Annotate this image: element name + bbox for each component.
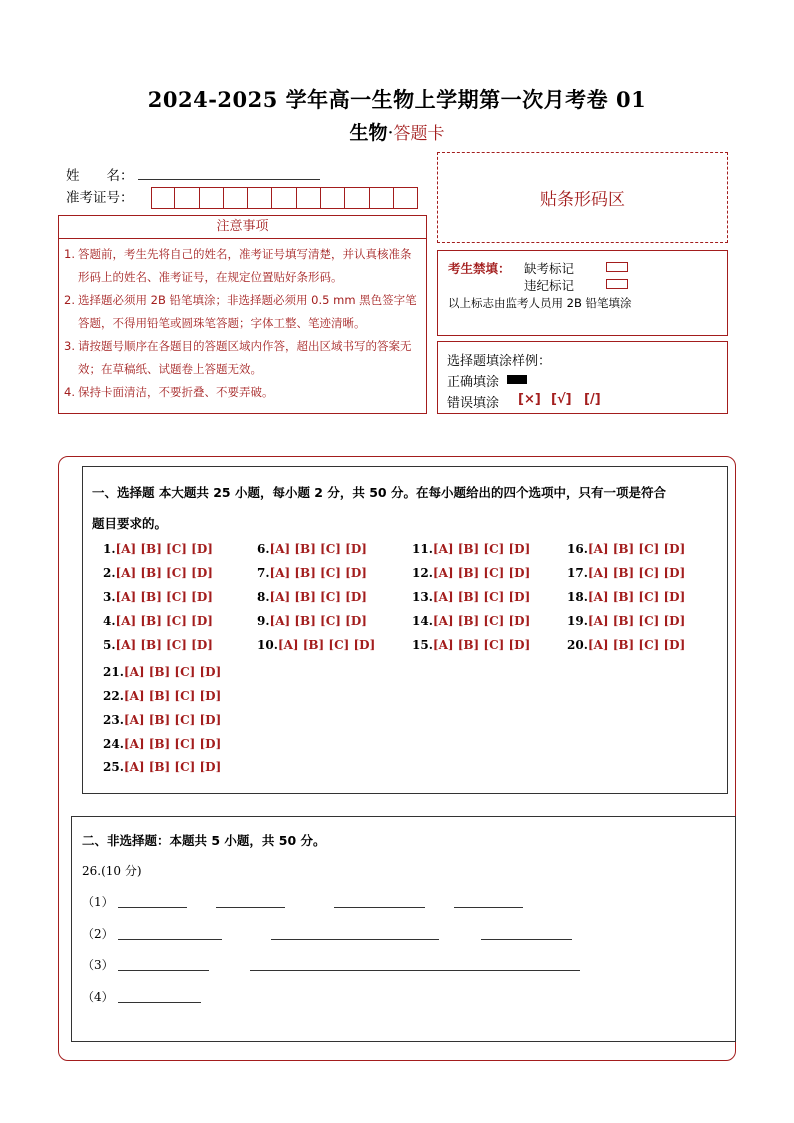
choice-question-9[interactable] (257, 614, 367, 628)
option-bubbles[interactable]: [A] [B] [C] [D] (123, 665, 222, 679)
question-number: 25. (103, 760, 124, 774)
question-number: 13. (412, 590, 433, 604)
question-number: 7. (257, 566, 270, 580)
id-box[interactable] (200, 187, 224, 209)
choice-question-23[interactable] (103, 713, 221, 727)
choice-question-8[interactable] (257, 590, 367, 604)
choice-question-5[interactable] (103, 638, 213, 652)
choice-question-1[interactable] (103, 542, 213, 556)
open-section (71, 816, 736, 1042)
question-number: 19. (567, 614, 588, 628)
question-number: 10. (257, 638, 278, 652)
subtitle-separator: · (387, 122, 394, 144)
choice-question-2[interactable] (103, 566, 213, 580)
choice-question-19[interactable] (567, 614, 685, 628)
option-bubbles[interactable]: [A] [B] [C] [D] (115, 542, 213, 556)
question-number: 4. (103, 614, 116, 628)
id-box[interactable] (297, 187, 321, 209)
option-bubbles[interactable]: [A] [B] [C] [D] (432, 566, 531, 580)
choice-question-20[interactable] (567, 638, 685, 652)
option-bubbles[interactable]: [A] [B] [C] [D] (277, 638, 376, 652)
id-number-boxes[interactable] (151, 187, 418, 209)
option-bubbles[interactable]: [A] [B] [C] [D] (432, 542, 531, 556)
notice-item: 2. 选择题必须用 2B 铅笔填涂；非选择题必须用 0.5 mm 黑色签字笔答题，不得用铅笔或圆珠笔答题；字体工整、笔迹清晰。 (64, 293, 417, 330)
choice-question-21[interactable] (103, 665, 221, 679)
choice-question-3[interactable] (103, 590, 213, 604)
subject-name: 生物 (349, 122, 388, 144)
option-bubbles[interactable]: [A] [B] [C] [D] (269, 542, 367, 556)
wrong-mark: [/] (584, 392, 601, 407)
part-label: （4） (82, 990, 114, 1004)
question-number: 24. (103, 737, 124, 751)
choice-question-25[interactable] (103, 760, 221, 774)
question-number: 6. (257, 542, 270, 556)
option-bubbles[interactable]: [A] [B] [C] [D] (123, 689, 222, 703)
examinee-restricted-box (437, 250, 728, 336)
question-number: 20. (567, 638, 588, 652)
id-box[interactable] (370, 187, 394, 209)
barcode-label: 贴条形码区 (540, 190, 625, 210)
option-bubbles[interactable]: [A] [B] [C] [D] (123, 737, 222, 751)
notice-box (58, 215, 427, 414)
violation-mark-label: 违纪标记 (524, 278, 575, 293)
option-bubbles[interactable]: [A] [B] [C] [D] (115, 590, 213, 604)
choice-question-14[interactable] (412, 614, 530, 628)
option-bubbles[interactable]: [A] [B] [C] [D] (123, 713, 222, 727)
option-bubbles[interactable]: [A] [B] [C] [D] (587, 590, 686, 604)
question-number: 3. (103, 590, 116, 604)
question-number: 1. (103, 542, 116, 556)
answer-blank[interactable] (334, 906, 425, 908)
choice-question-17[interactable] (567, 566, 685, 580)
question-number: 14. (412, 614, 433, 628)
id-box[interactable] (224, 187, 248, 209)
id-box[interactable] (175, 187, 199, 209)
id-box[interactable] (272, 187, 296, 209)
option-bubbles[interactable]: [A] [B] [C] [D] (115, 614, 213, 628)
absent-mark-box[interactable] (606, 262, 628, 272)
id-box[interactable] (345, 187, 369, 209)
choice-question-6[interactable] (257, 542, 367, 556)
sample-label: 选择题填涂样例： (447, 354, 552, 369)
option-bubbles[interactable]: [A] [B] [C] [D] (432, 590, 531, 604)
option-bubbles[interactable]: [A] [B] [C] [D] (587, 566, 686, 580)
name-label: 姓 名： (66, 168, 134, 184)
violation-mark-box[interactable] (606, 279, 628, 289)
choice-question-4[interactable] (103, 614, 213, 628)
choice-question-7[interactable] (257, 566, 367, 580)
answer-blank[interactable] (481, 938, 572, 940)
answer-blank[interactable] (118, 938, 222, 940)
question-number: 5. (103, 638, 116, 652)
answer-blank[interactable] (118, 969, 209, 971)
question-26-label: 26.(10 分) (82, 864, 142, 878)
id-label: 准考证号： (66, 190, 134, 206)
ban-label: 考生禁填： (448, 261, 511, 276)
option-bubbles[interactable]: [A] [B] [C] [D] (269, 590, 367, 604)
part-label: （1） (82, 895, 114, 909)
page-title: 2024-2025 学年高一生物上学期第一次月考卷 01 (147, 87, 647, 112)
answer-sheet-label: 答题卡 (393, 124, 445, 144)
option-bubbles[interactable]: [A] [B] [C] [D] (587, 542, 686, 556)
option-bubbles[interactable]: [A] [B] [C] [D] (269, 566, 367, 580)
choice-question-16[interactable] (567, 542, 685, 556)
question-number: 21. (103, 665, 124, 679)
correct-fill-mark (507, 375, 527, 384)
correct-fill-label: 正确填涂 (447, 375, 500, 390)
name-field[interactable] (138, 178, 320, 180)
question-number: 17. (567, 566, 588, 580)
answer-blank[interactable] (454, 906, 523, 908)
absent-mark-label: 缺考标记 (524, 261, 575, 276)
notice-item: 1. 答题前，考生先将自己的姓名，准考证号填写清楚，并认真核准条形码上的姓名、准考证号，在规定位置贴好条形码。 (64, 247, 412, 284)
option-bubbles[interactable]: [A] [B] [C] [D] (269, 614, 367, 628)
question-number: 22. (103, 689, 124, 703)
answer-blank[interactable] (118, 1001, 201, 1003)
id-box[interactable] (394, 187, 418, 209)
question-number: 11. (412, 542, 433, 556)
choice-question-13[interactable] (412, 590, 530, 604)
choice-question-24[interactable] (103, 737, 221, 751)
choice-question-22[interactable] (103, 689, 221, 703)
answer-blank[interactable] (250, 969, 580, 971)
choice-question-10[interactable] (257, 638, 375, 652)
ban-note: 以上标志由监考人员用 2B 铅笔填涂 (448, 296, 632, 310)
choice-question-18[interactable] (567, 590, 685, 604)
question-number: 18. (567, 590, 588, 604)
wrong-mark: [√] (551, 392, 572, 407)
question-number: 12. (412, 566, 433, 580)
option-bubbles[interactable]: [A] [B] [C] [D] (115, 566, 213, 580)
option-bubbles[interactable]: [A] [B] [C] [D] (123, 760, 222, 774)
part-label: （3） (82, 958, 114, 972)
question-number: 8. (257, 590, 270, 604)
choice-heading-line2: 题目要求的。 (92, 516, 168, 531)
id-box[interactable] (151, 187, 175, 209)
option-bubbles[interactable]: [A] [B] [C] [D] (587, 638, 686, 652)
answer-blank[interactable] (118, 906, 187, 908)
notice-item: 4. 保持卡面清洁，不要折叠、不要弄破。 (64, 385, 274, 399)
question-number: 15. (412, 638, 433, 652)
answer-blank[interactable] (271, 938, 439, 940)
fill-sample-box (437, 341, 728, 414)
notice-heading: 注意事项 (59, 216, 426, 239)
choice-section (82, 466, 728, 794)
open-heading: 二、非选择题：本题共 5 小题，共 50 分。 (82, 833, 326, 848)
answer-blank[interactable] (216, 906, 285, 908)
choice-question-15[interactable] (412, 638, 530, 652)
wrong-mark: [×] (518, 392, 541, 407)
part-label: （2） (82, 927, 114, 941)
page-subtitle (0, 118, 794, 145)
id-box[interactable] (321, 187, 345, 209)
wrong-fill-label: 错误填涂 (447, 396, 500, 411)
option-bubbles[interactable]: [A] [B] [C] [D] (432, 614, 531, 628)
option-bubbles[interactable]: [A] [B] [C] [D] (115, 638, 213, 652)
option-bubbles[interactable]: [A] [B] [C] [D] (587, 614, 686, 628)
choice-question-12[interactable] (412, 566, 530, 580)
question-number: 16. (567, 542, 588, 556)
option-bubbles[interactable]: [A] [B] [C] [D] (432, 638, 531, 652)
barcode-area (437, 152, 728, 243)
id-box[interactable] (248, 187, 272, 209)
question-number: 9. (257, 614, 270, 628)
question-number: 23. (103, 713, 124, 727)
choice-question-11[interactable] (412, 542, 530, 556)
notice-item: 3. 请按题号顺序在各题目的答题区域内作答，超出区域书写的答案无效；在草稿纸、试题卷上答题无效。 (64, 339, 412, 376)
choice-heading-line1: 一、选择题 本大题共 25 小题，每小题 2 分，共 50 分。在每小题给出的四个选项中，只有一项是符合 (92, 485, 666, 500)
question-number: 2. (103, 566, 116, 580)
